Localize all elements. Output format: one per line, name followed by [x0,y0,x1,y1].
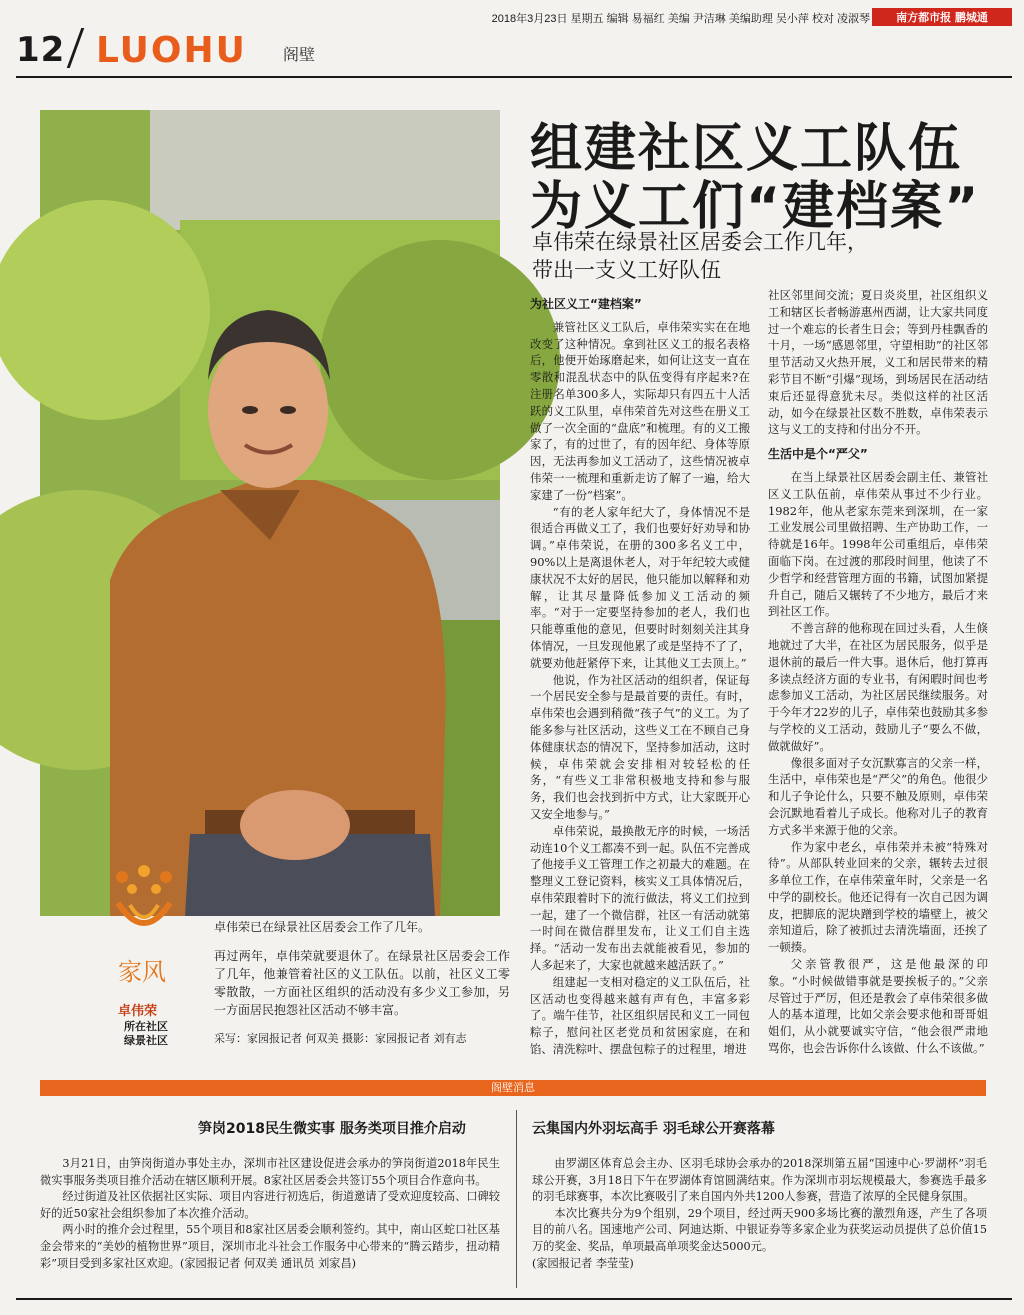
portrait-photo [40,110,500,916]
issue-meta: 2018年3月23日 星期五 编辑 易福红 美编 尹洁琳 美编助理 吴小萍 校对 凌淑琴 [491,13,870,25]
intro-paragraph: 再过两年，卓伟荣就要退休了。在绿景社区居委会工作了几年，他兼管着社区的义工队伍。以前，社区义工零零散散，一方面社区组织的活动没有多少义工参加，另一方面居民抱怨社区活动不够丰富。 [214,949,510,1017]
column-divider [516,1110,517,1288]
article-paragraph: 他说，作为社区活动的组织者，保证每一个居民安全参与是最首要的责任。有时，卓伟荣也会遇到稍微“孩子气”的义工。为了能多参与社区活动，这些义工在不顾自己身体健康状态的情况下，坚持参加活动，这时候，卓伟荣就会安排相对较轻松的任务，“有些义工非常积极地支持和参与服务，我们也会找到折中方式，让大家既开心又安全地参与。” [530,672,750,821]
header-rule [16,76,1012,78]
column-label: 家风 [118,958,166,986]
person-name: 卓伟荣 [118,1004,158,1019]
headline-line-1: 组建社区义工队伍 [530,119,963,179]
article-column-1 [530,296,750,1057]
section-title: LUOHU [96,30,247,71]
news-paragraph: 由罗湖区体育总会主办、区羽毛球协会承办的2018深圳第五届“国速中心·罗湖杯”羽毛球公开赛，3月18日下午在罗湖体育馆圆满结束。作为深圳市羽坛规模最大，参赛选手最多的羽毛球赛事，本次比赛吸引了来自国内外共1200人参赛，营造了浓厚的全民健身氛围。 [532,1157,987,1204]
article-paragraph: 作为家中老幺，卓伟荣并未被“特殊对待”。从部队转业回来的父亲，辗转去过很多单位工作，在卓伟荣童年时，父亲是一名中学的副校长。他还记得有一次自己因为调皮，把脚底的泥块蹭到学校的墙壁上，被父亲知道后，除了被抓过去清洗墙面，还挨了一顿揍。 [768,839,988,955]
person-location-label: 所在社区 [124,1020,168,1033]
news-paragraph: 经过街道及社区依据社区实际、项目内容进行初选后，街道邀请了受欢迎度较高、口碑较好的近50家社会组织参加了本次推介活动。 [40,1190,500,1220]
news-headline-right: 云集国内外羽坛高手 羽毛球公开赛落幕 [532,1121,775,1137]
news-story-left [40,1156,500,1272]
article-paragraph: 不善言辞的他称现在回过头看，人生倏地就过了大半，在社区为居民服务，似乎是退休前的最后一件大事。退休后，他打算再多读点经济方面的专业书，有闲暇时间也考虑参加义工活动，为社区居民继续服务。对于今年才22岁的儿子，卓伟荣也鼓励其多参与学校的义工活动，鼓励儿子“要么不做，做就做好”。 [768,621,988,753]
headline-line-2: 为义工们“建档案” [530,177,981,237]
article-paragraph: 卓伟荣说，最换散无序的时候，一场活动连10个义工都凑不到一起。队伍不完善成了他接手义工管理工作之初最大的难题。在整理义工登记资料，核实义工具体情况后，卓伟荣跟着时下的流行做法，将义工们拉到一起，建了一个微信群，社区一有活动就第一时间在微信群里发布，让义工们自主选择。“活动一发布出去就能被看见，参加的人多起来了，大家也就越来越活跃了。” [530,823,750,973]
article-paragraph: “有的老人家年纪大了，身体情况不是很适合再做义工了，我们也要好好劝导和协调。”卓伟荣说，在册的300多名义工中，90%以上是离退休老人，对于年纪较大或健康状况不太好的居民，他只能加以解释和劝解，让其尽量降低参加义工活动的频率。“对于一定要坚持参加的老人，我们也只能尊重他的意见，但要时时刻刻关注其身体情况，一旦发现他累了或是坚持不了了，就要劝他赶紧停下来，让其他义工去顶上。” [530,504,750,670]
article-paragraph: 父亲管教很严，这是他最深的印象。“小时候做错事就是要挨板子的。”父亲尽管过于严厉，但还是教会了卓伟荣很多做人的基本道理，比如父亲会要求他和哥哥姐姐们，从小就要诚实守信，“他会很严肃地骂你，也会告诉你什么该做、什么不该做。” [768,957,988,1056]
subsection-title: 阁壁 [283,45,316,64]
news-story-right [532,1156,987,1272]
subheadline-line-2: 带出一支义工好队伍 [532,258,721,282]
article-column-2 [768,287,988,1056]
newspaper-logo: 南方都市报 鹏城通 [872,8,1012,26]
news-section-bar: 阁壁消息 [40,1080,986,1096]
person-location-value: 绿景社区 [124,1034,168,1047]
page-number: 12 [16,30,66,70]
article-paragraph: 在当上绿景社区居委会副主任、兼管社区义工队伍前，卓伟荣从事过不少行业。1982年，他从老家东莞来到深圳，在一家工业发展公司里做招聘、生产协助工作，一待就是16年。1998年公司重组后，卓伟荣面临下岗。在过渡的那段时间里，他读了不少哲学和经营管理方面的书籍，试图加紧提升自己，随后又辗转了不少地方，最后才来到社区工作。 [768,469,988,619]
article-paragraph: 社区邻里间交流；夏日炎炎里，社区组织义工和辖区长者畅游惠州西湖，让大家共同度过一个难忘的长者生日会；等到丹桂飘香的十月，一场“感恩邻里，守望相助”的社区邻里节活动又火热开展，义工和居民带来的精彩节目不断“引爆”现场，到场居民在活动结束后还显得意犹未尽。类似这样的社区活动，如今在绿景社区数不胜数，卓伟荣表示这与义工的支持和付出分不开。 [768,288,988,437]
subheadline-line-1: 卓伟荣在绿景社区居委会工作几年， [532,230,868,254]
article-paragraph: 组建起一支相对稳定的义工队伍后，社区活动也变得越来越有声有色，丰富多彩了。端午佳节，社区组织居民和义工一同包粽子，慰问社区老党员和贫困家庭，在和馅、清洗粽叶、摆盘包粽子的过程里，增进 [530,974,750,1057]
family-emblem-icon [108,865,180,943]
footer-rule [16,1298,1012,1300]
news-headline-left: 笋岗2018民生微实事 服务类项目推介启动 [198,1121,466,1137]
article-paragraph: 兼管社区义工队后，卓伟荣实实在在地改变了这种情况。拿到社区义工的报名表格后，他便开始琢磨起来，如何让这支一直在零散和混乱状态中的队伍变得有序起来?在注册名单300多人，实际却只有四五十人活跃的义工队里，卓伟荣首先对这些在册义工做了一次全面的“盘底”和梳理。有的义工搬家了，有的过世了，有的因年纪、身体等原因，无法再参加义工活动了，这些情况被卓伟荣一一梳理和重新走访了解了一遍，给大家建了一份“档案”。 [530,319,750,502]
byline: 采写：家园报记者 何双美 摄影：家园报记者 刘有志 [214,1032,467,1045]
header-slash [67,28,85,68]
news-paragraph: 3月21日，由笋岗街道办事处主办，深圳市社区建设促进会承办的笋岗街道2018年民生微实事服务类项目推介活动在辖区顺利开展。8家社区居委会共签订55个项目合作意向书。 [40,1157,500,1187]
article-paragraph: 像很多面对子女沉默寡言的父亲一样，生活中，卓伟荣也是“严父”的角色。他很少和儿子争论什么，只要不触及原则，卓伟荣会沉默地看着儿子成长。他称对儿子的教育方式多半来源于他的父亲。 [768,755,988,837]
photo-caption: 卓伟荣已在绿景社区居委会工作了几年。 [214,920,431,934]
news-paragraph: 本次比赛共分为9个组别，29个项目，经过两天900多场比赛的激烈角逐，产生了各项目的前八名。国速地产公司、阿迪达斯、中银证券等多家企业为获奖运动员提供了总价值15万的奖金、奖品，单项最高单项奖金达5000元。 [532,1206,987,1253]
news-paragraph: 两小时的推介会过程里，55个项目和8家社区居委会顺利签约。其中，南山区蛇口社区基金会带来的“美妙的植物世界”项目，深圳市北斗社会工作服务中心带来的“腾云踏步，扭动精彩”项目受到多家社区欢迎。(家园报记者 何双美 通讯员 刘家昌) [40,1223,500,1270]
section-subheading: 生活中是个“严父” [768,447,868,462]
news-byline: (家园报记者 李莹莹) [532,1256,634,1270]
section-subheading: 为社区义工“建档案” [530,297,642,311]
